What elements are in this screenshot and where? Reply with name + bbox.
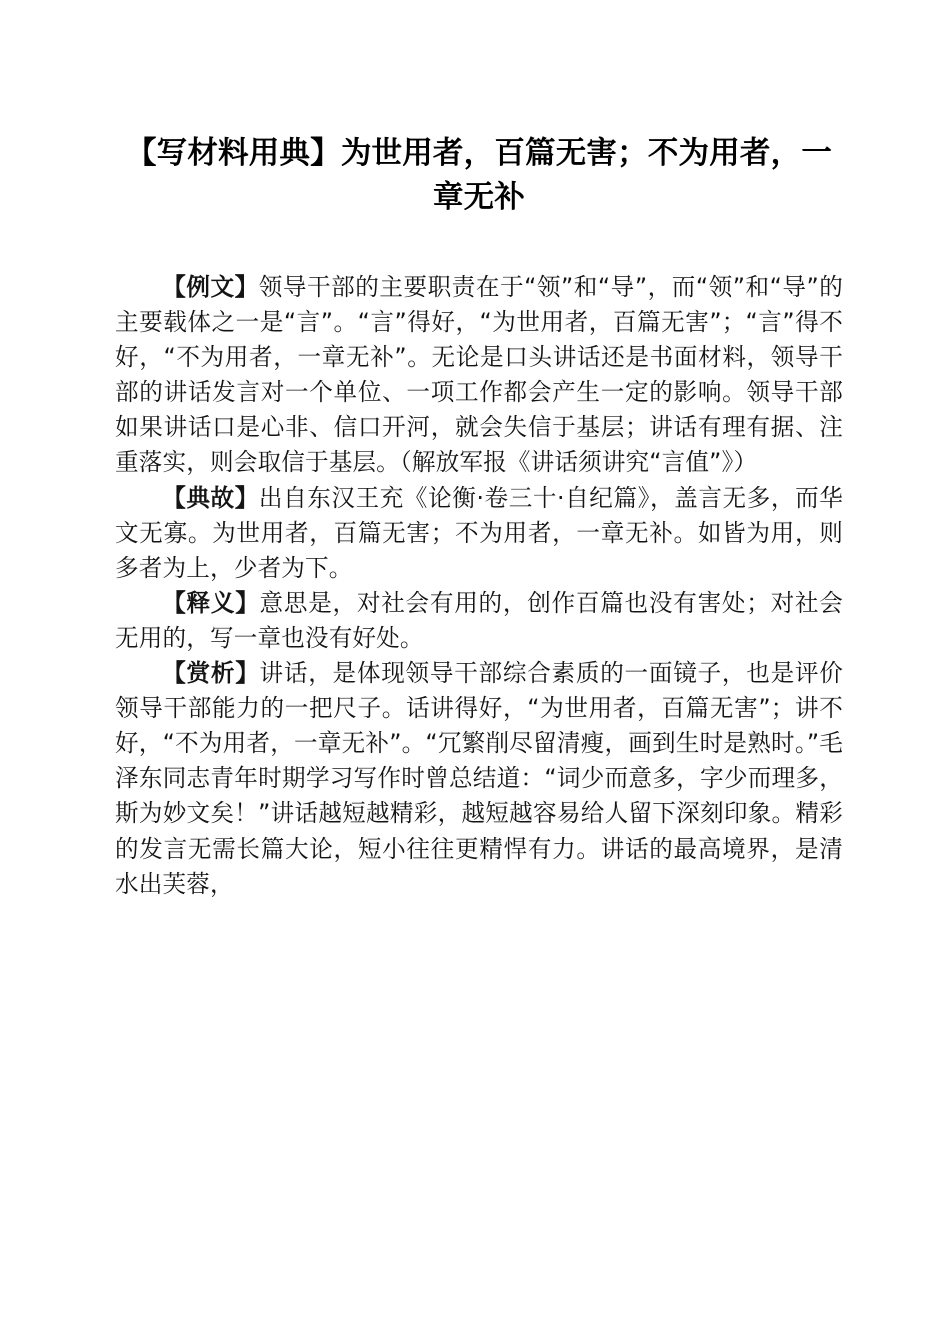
paragraph-liwen <box>115 270 843 481</box>
document-body <box>115 270 843 902</box>
paragraph-shiyi <box>115 586 843 656</box>
paragraph-text-shangxi: 讲话，是体现领导干部综合素质的一面镜子，也是评价领导干部能力的一把尺子。话讲得好，“为世用者，百篇无害”；讲不好，“不为用者，一章无补”。“冗繁削尽留清瘦，画到生时是熟时。”毛泽东同志青年时期学习写作时曾总结道：“词少而意多，字少而理多，斯为妙文矣！”讲话越短越精彩，越短越容易给人留下深刻印象。精彩的发言无需长篇大论，短小往往更精悍有力。讲话的最高境界，是清水出芙蓉， <box>115 659 843 898</box>
page-title: 【写材料用典】为世用者，百篇无害；不为用者，一章无补 <box>125 135 833 215</box>
section-marker-liwen: 【例文】 <box>162 273 259 301</box>
paragraph-shangxi <box>115 656 843 902</box>
section-marker-shiyi: 【释义】 <box>162 588 260 617</box>
paragraph-text-shiyi: 意思是，对社会有用的，创作百篇也没有害处；对社会无用的，写一章也没有好处。 <box>115 588 843 652</box>
paragraph-diangu <box>115 481 843 586</box>
section-marker-diangu: 【典故】 <box>162 483 259 512</box>
page-content <box>115 0 843 902</box>
paragraph-text-liwen: 领导干部的主要职责在于“领”和“导”，而“领”和“导”的主要载体之一是“言”。“言”得好，“为世用者，百篇无害”；“言”得不好，“不为用者，一章无补”。无论是口头讲话还是书面材料，领导干部的讲话发言对一个单位、一项工作都会产生一定的影响。领导干部如果讲话口是心非、信口开河，就会失信于基层；讲话有理有据、注重落实，则会取信于基层。（解放军报《讲话须讲究“言值”》） <box>115 273 844 477</box>
section-marker-shangxi: 【赏析】 <box>162 659 260 688</box>
paragraph-text-diangu: 出自东汉王充《论衡·卷三十·自纪篇》，盖言无多，而华文无寡。为世用者，百篇无害；不为用者，一章无补。如皆为用，则多者为上，少者为下。 <box>115 483 843 582</box>
